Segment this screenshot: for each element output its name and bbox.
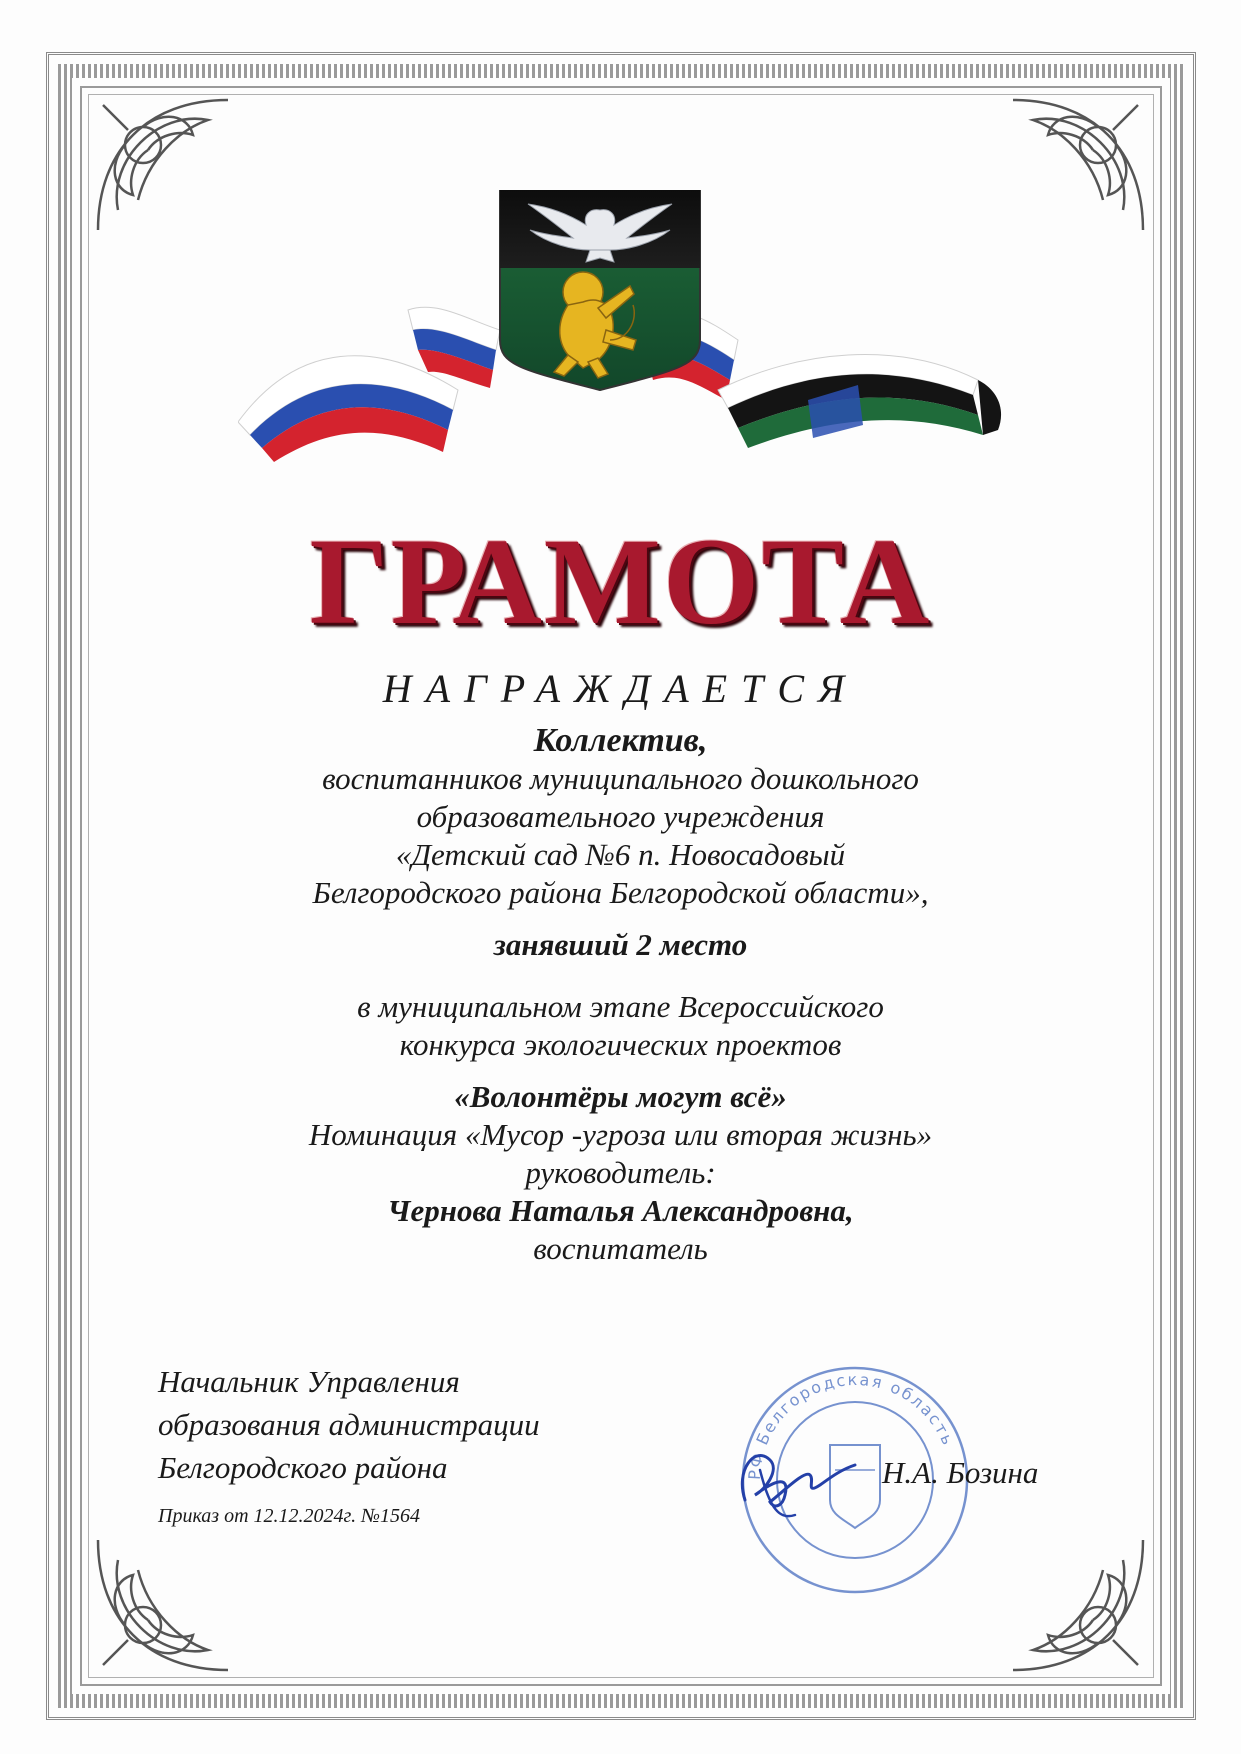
coat-of-arms-emblem: [238, 190, 1008, 470]
supervisor-label: руководитель:: [525, 1155, 716, 1190]
awarded-heading: НАГРАЖДАЕТСЯ: [382, 666, 859, 711]
event-line: конкурса экологических проектов: [399, 1027, 842, 1062]
shield: [500, 190, 700, 390]
signer-name: Н.А. Бозина: [882, 1455, 1039, 1490]
supervisor-position: воспитатель: [533, 1231, 708, 1266]
stamp-text: РФ Белгородская область: [744, 1369, 959, 1481]
recipient-description-line: воспитанников муниципального дошкольного: [322, 761, 919, 796]
recipient-description-line: Белгородского района Белгородской области»,: [312, 875, 929, 910]
corner-ornament-top-right: [1003, 90, 1153, 240]
event-line: в муниципальном этапе Всероссийского: [357, 989, 884, 1024]
certificate-title: ГРАМОТА: [309, 513, 932, 650]
signer-title-line: Белгородского района: [158, 1450, 448, 1485]
recipient-description-line: образовательного учреждения: [416, 799, 825, 834]
signer-title-line: Начальник Управления: [158, 1364, 460, 1399]
corner-ornament-bottom-left: [88, 1530, 238, 1680]
placement-text: занявший 2 место: [493, 927, 748, 962]
award-text-block: [180, 722, 1061, 1268]
left-ribbon-tricolor: [238, 307, 500, 462]
recipient-description-line: «Детский сад №6 п. Новосадовый: [395, 837, 846, 872]
recipient-name: Коллектив,: [533, 722, 708, 759]
corner-ornament-top-left: [88, 90, 238, 240]
signer-title-line: образования администрации: [158, 1407, 540, 1442]
signer-title: [158, 1360, 540, 1489]
order-reference: Приказ от 12.12.2024г. №1564: [158, 1505, 420, 1527]
event-name: «Волонтёры могут всё»: [454, 1079, 787, 1114]
handwritten-signature: [725, 1430, 860, 1525]
nomination-text: Номинация «Мусор -угроза или вторая жизнь»: [308, 1117, 933, 1152]
supervisor-name: Чернова Наталья Александровна,: [387, 1193, 854, 1228]
corner-ornament-bottom-right: [1003, 1530, 1153, 1680]
